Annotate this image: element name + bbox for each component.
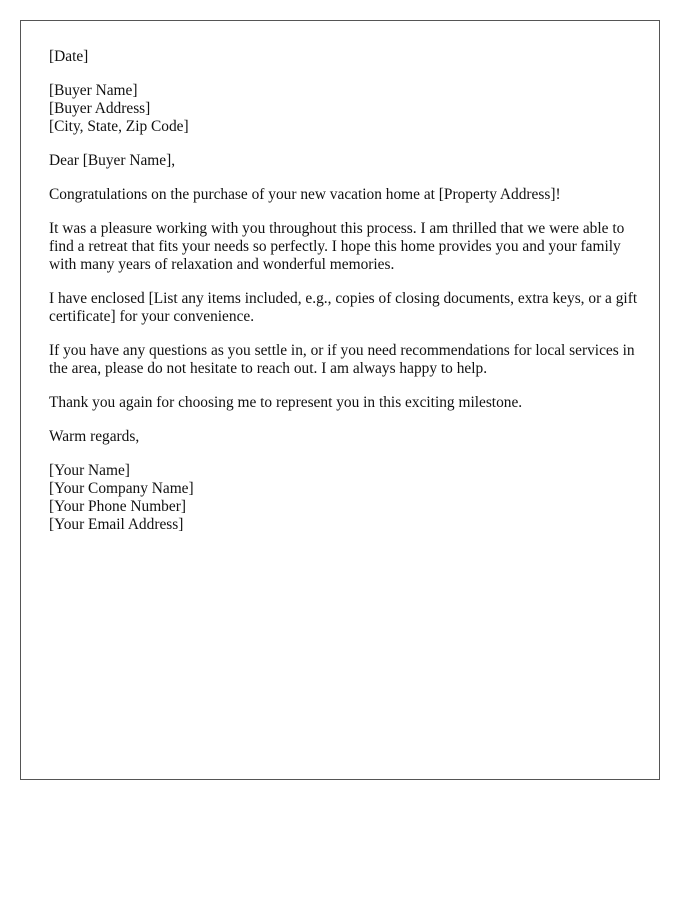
salutation: Dear [Buyer Name], (49, 152, 176, 169)
paragraph-text: It was a pleasure working with you throughout this process. I am thrilled that we were able to find a retreat that fits your needs so perfectly. I hope this home provides you and your family with many years of relaxation and wonderful memories. (49, 220, 625, 273)
signature-block (49, 462, 639, 534)
salutation-block (49, 152, 639, 170)
recipient-address: [Buyer Address] (49, 100, 151, 117)
letter-frame (20, 20, 660, 780)
signature-name: [Your Name] (49, 462, 130, 479)
letter-date: [Date] (49, 48, 89, 65)
paragraph-text: If you have any questions as you settle in, or if you need recommendations for local services in the area, please do not hesitate to reach out. I am always happy to help. (49, 342, 635, 377)
paragraph-questions (49, 342, 639, 378)
signature-email: [Your Email Address] (49, 516, 184, 533)
paragraph-pleasure (49, 220, 639, 274)
signature-phone: [Your Phone Number] (49, 498, 186, 515)
letter-body (49, 48, 639, 550)
closing: Warm regards, (49, 428, 140, 445)
closing-block (49, 428, 639, 446)
recipient-city-state-zip: [City, State, Zip Code] (49, 118, 189, 135)
paragraph-congratulations (49, 186, 639, 204)
paragraph-text: Thank you again for choosing me to represent you in this exciting milestone. (49, 394, 523, 411)
paragraph-thanks (49, 394, 639, 412)
paragraph-text: Congratulations on the purchase of your new vacation home at [Property Address]! (49, 186, 561, 203)
date-block (49, 48, 639, 66)
paragraph-text: I have enclosed [List any items included, e.g., copies of closing documents, extra keys, or a gift certificate] for your convenience. (49, 290, 638, 325)
recipient-name: [Buyer Name] (49, 82, 138, 99)
recipient-address-block (49, 82, 639, 136)
signature-company: [Your Company Name] (49, 480, 194, 497)
paragraph-enclosed (49, 290, 639, 326)
